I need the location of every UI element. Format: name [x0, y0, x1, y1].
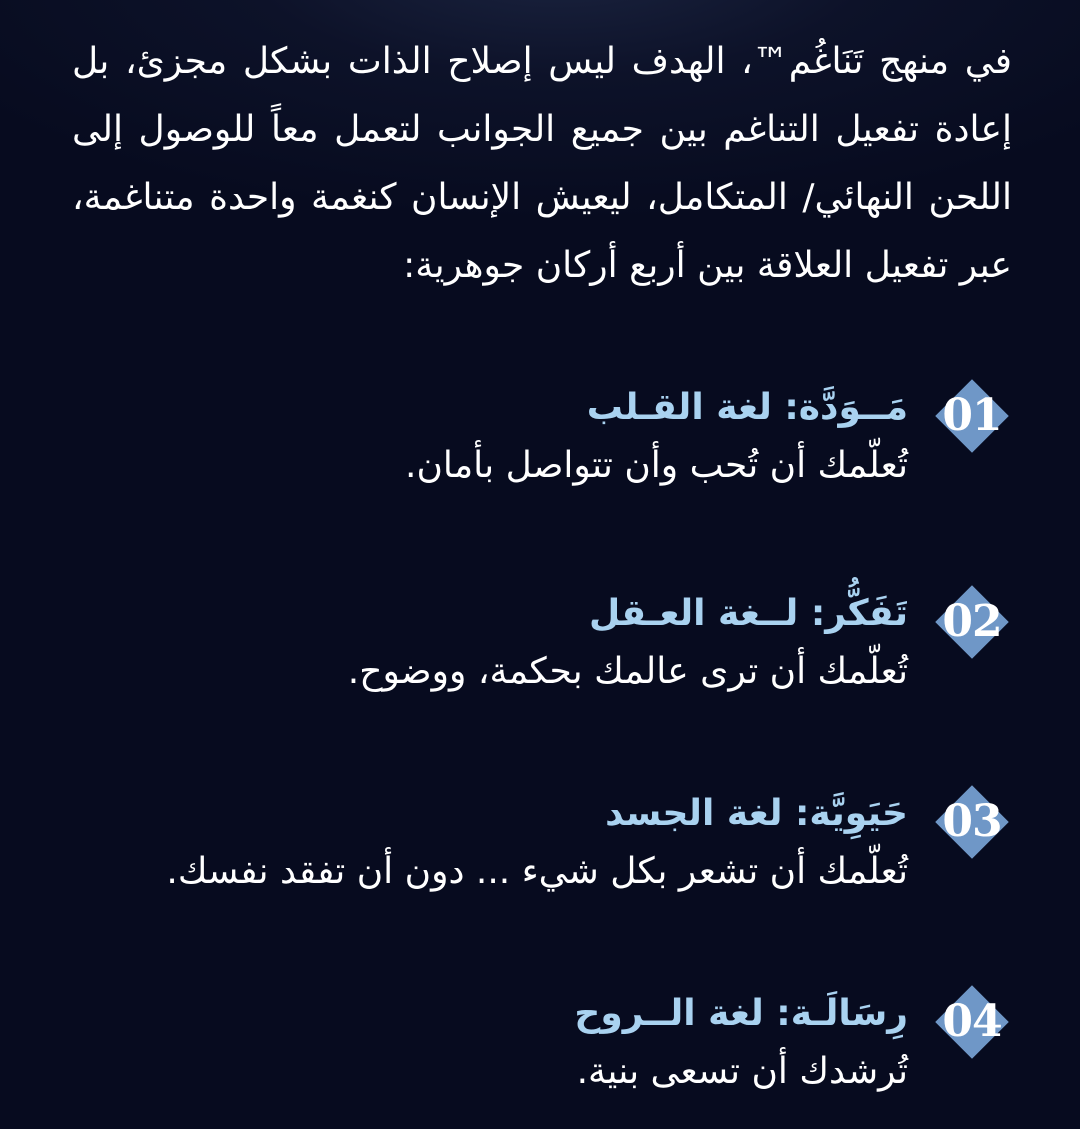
pillar-description: تُعلّمك أن تشعر بكل شيء ... دون أن تفقد نفسك.	[166, 851, 908, 892]
pillar-title: تَفَكُّر: لــغة العـقل	[588, 593, 908, 634]
pillar-title: حَيَوِيَّة: لغة الجسد	[605, 793, 908, 834]
pillar-number: 02	[942, 596, 1002, 647]
pillar-description: تُعلّمك أن ترى عالمك بحكمة، ووضوح.	[347, 651, 908, 692]
pillar-item-mind	[72, 582, 1012, 722]
pillar-description: تُعلّمك أن تُحب وأن تتواصل بأمان.	[405, 445, 908, 486]
pillar-title: مَــوَدَّة: لغة القـلب	[586, 387, 908, 428]
pillar-number: 03	[942, 796, 1002, 847]
pillar-item-body	[72, 782, 1012, 922]
pillar-item-soul	[72, 982, 1012, 1122]
pillar-number-badge	[932, 582, 1012, 662]
pillar-number-badge	[932, 782, 1012, 862]
intro-paragraph: في منهج تَنَاغُم™، الهدف ليس إصلاح الذات بشكل مجزئ، بل إعادة تفعيل التناغم بين جميع الجوانب لتعمل معاً للوصول إلى اللحن النهائي/ المتكامل، ليعيش الإنسان كنغمة واحدة متناغمة، عبر تفعيل العلاقة بين أربع أركان جوهرية:	[72, 41, 1012, 286]
pillar-number-badge	[932, 376, 1012, 456]
pillar-number: 04	[942, 996, 1002, 1047]
pillar-description: تُرشدك أن تسعى بنية.	[576, 1051, 908, 1092]
pillar-item-heart	[72, 376, 1012, 516]
pillar-title: رِسَالَـة: لغة الــروح	[574, 993, 908, 1034]
pillar-number: 01	[942, 390, 1002, 441]
pillar-number-badge	[932, 982, 1012, 1062]
